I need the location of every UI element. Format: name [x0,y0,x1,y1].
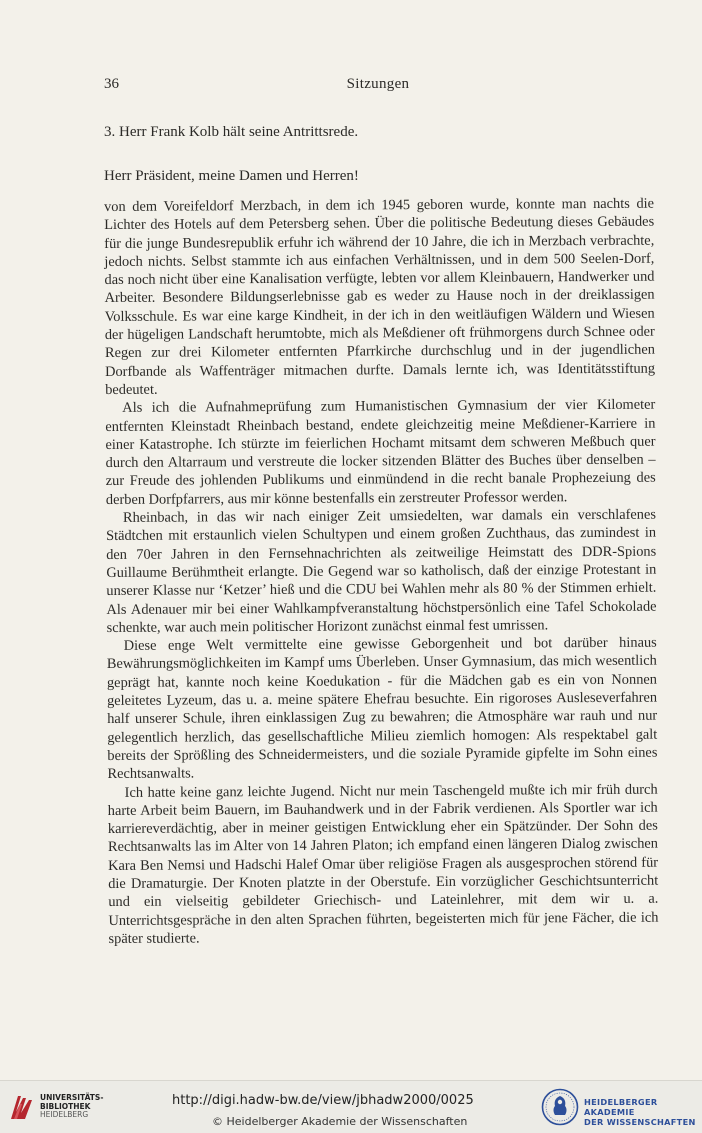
paragraph: Ich hatte keine ganz leichte Jugend. Nicht nur mein Taschengeld mußte ich mir früh durch harte Arbeit beim Bauern, im Bauhandwerk und in der Fabrik verdienen. Als Sportler war ich karriereverdächtig, aber in meiner geistigen Entwicklung eher ein Spätzünder. Der Sohn des Rechtsanwalts las im Alter von 14 Jahren Platon; ich empfand einen längeren Dialog zwischen Kara Ben Nemsi und Hadschi Halef Omar über religiöse Fragen als ausgesprochen störend für die Dramaturgie. Der Knoten platzte in der Oberstufe. Ein vorzüglicher Geschichtsunterricht und ein vielseitig gebildeter Griechisch- und Lateinlehrer, mit dem wir u. a. Unterrichtsgespräche in den alten Sprachen führten, begeisterten mich für jene Fächer, die ich später studierte. [107,781,659,947]
agenda-item: 3. Herr Frank Kolb hält seine Antrittsrede. [104,124,359,140]
speech-body [104,195,659,949]
academy-name [584,1097,702,1127]
library-name-line: UNIVERSITÄTS- [40,1093,104,1102]
footer-divider [0,1080,702,1081]
running-head: Sitzungen [346,76,410,92]
library-name-line: BIBLIOTHEK [40,1101,91,1111]
viewer-footer [0,1080,702,1133]
permalink-url[interactable]: http://digi.hadw-bw.de/view/jbhadw2000/0025 [172,1093,474,1108]
academy-seal-icon[interactable] [541,1088,579,1126]
page-header [104,76,652,96]
academy-name-line: DER WISSENSCHAFTEN [584,1117,696,1127]
university-library-name [40,1094,103,1120]
paragraph: Rheinbach, in das wir nach einiger Zeit umsiedelten, war damals ein verschlafenes Städtchen mit erstaunlich vielen Schultypen und einem großen Zuchthaus, das zumindest in den 70er Jahren in den Fernsehnachrichten als zeitweilige Heimstatt des DDR-Spions Guillaume Berühmtheit erlangte. Die Gegend war so katholisch, daß der einzige Protestant in unserer Klasse nur ‘Ketzer’ hieß und die CDU bei Wahlen mehr als 80 % der Stimmen erhielt. Als Adenauer mir bei einer Wahlkampfveranstaltung höchstpersönlich eine Tafel Schokolade schenkte, war auch mein politischer Horizont zunächst einmal fest umrissen. [106,506,657,636]
salutation: Herr Präsident, meine Damen und Herren! [104,168,359,184]
copyright-notice: © Heidelberger Akademie der Wissenschaften [212,1115,468,1128]
university-library-logo-icon[interactable] [8,1092,38,1122]
academy-name-line: HEIDELBERGER AKADEMIE [584,1097,658,1117]
paragraph: Diese enge Welt vermittelte eine gewisse Geborgenheit und bot darüber hinaus Bewährungsmöglichkeiten im Kampf ums Überleben. Unser Gymnasium, das mich wesentlich geprägt hat, kannte noch keine Koedukation - für die Mädchen gab es ein von Nonnen geleitetes Lyzeum, das u. a. meine spätere Ehefrau besuchte. Ein rigoroses Ausleseverfahren half unserer Schule, ihren einklassigen Zug zu bewahren; die Atmosphäre war rauh und nur gelegentlich herzlich, das gesellschaftliche Milieu ziemlich homogen: Als respektabel galt bereits der Sprößling des Schneidermeisters, und die soziale Pyramide gipfelte im Sohn eines Rechtsanwalts. [106,634,658,783]
page-number: 36 [104,76,119,92]
library-name-line: HEIDELBERG [40,1110,89,1119]
paragraph: Als ich die Aufnahmeprüfung zum Humanistischen Gymnasium der vier Kilometer entfernten Kleinstadt Rheinbach bestand, endete gleichzeitig meine Meßdiener-Karriere in einer Katastrophe. Ich stürzte im feierlichen Hochamt mitsamt dem schweren Meßbuch quer durch den Altarraum und verstreute die locker sitzenden Blätter des Buches über denselben – zur Freude des johlenden Publikums und einmündend in die recht banale Prophezeiung des derben Dorfpfarrers, aus mir könne bestenfalls ein zerstreuter Professor werden. [105,396,656,508]
paragraph: von dem Voreifeldorf Merzbach, in dem ich 1945 geboren wurde, konnte man nachts die Lichter des Hotels auf dem Petersberg sehen. Über die politische Bedeutung dieses Gebäudes für die junge Bundesrepublik erfuhr ich während der 10 Jahre, die ich in Merzbach verbrachte, jedoch nichts. Selbst stammte ich aus einfachen Verhältnissen, und in dem 500 Seelen-Dorf, das noch nicht über eine Kanalisation verfügte, lebten vor allem Kleinbauern, Handwerker und Arbeiter. Besondere Bildungserlebnisse gab es weder zu Hause noch in der dreiklassigen Volksschule. Es war eine karge Kindheit, in der ich in den weitläufigen Wäldern und Wiesen der hügeligen Landschaft herumtobte, mich als Meßdiener oft frühmorgens durch Schnee oder Regen zur drei Kilometer entfernten Pfarrkirche durchschlug und in der jugendlichen Dorfbande als Waffenträger mitmachen durfte. Damals lernte ich, was Identitätsstiftung bedeutet. [104,195,656,398]
